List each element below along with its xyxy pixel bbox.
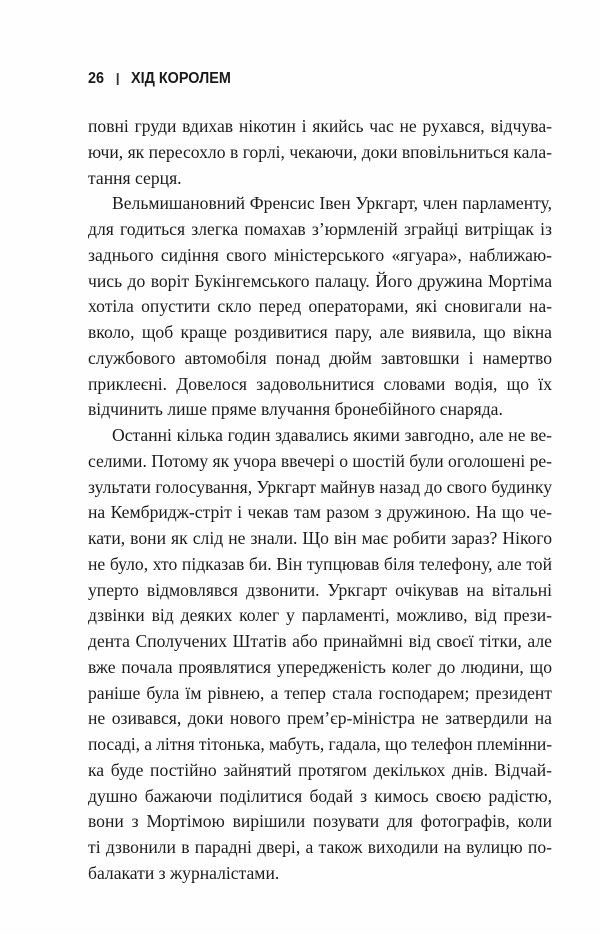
- text-line: зультати голосування, Уркгарт майнув назад до свого будинку: [88, 476, 552, 497]
- paragraph: [88, 191, 552, 423]
- text-line: приклеєні. Довелося задовольнитися словами водія, що їх: [88, 373, 552, 394]
- text-line: посаді, а літня тітонька, мабуть, гадала, що телефон племінни-: [88, 734, 552, 754]
- text-line: повні груди вдихав нікотин і якийсь час не рухався, відчува-: [88, 116, 552, 136]
- text-line: службового автомобіля понад дюйм завтовшки і намертво: [88, 347, 552, 368]
- book-title: ХІД КОРОЛЕМ: [131, 70, 231, 87]
- text-line: для годиться злегка помахав з’юрмленій зграйці витріщак із: [88, 219, 552, 239]
- text-line: Останні кілька годин здавались якими завгодно, але не ве-: [112, 425, 552, 445]
- running-header: [88, 70, 231, 88]
- text-line: ючи, як пересохло в горлі, чекаючи, доки вповільниться кала-: [88, 141, 552, 162]
- paragraph: [88, 114, 552, 191]
- text-line: на Кембридж-стріт і чекав там разом з дружиною. На що че-: [88, 502, 552, 523]
- text-line: вже почала проявлятися упередженість колег до людини, що: [88, 656, 552, 677]
- text-line: селими. Потому як учора ввечері о шостій були оголошені ре-: [88, 450, 552, 471]
- text-line: не озивався, доки нового прем’єр-міністра не затвердили на: [88, 708, 552, 729]
- text-line: ті дзвонили в парадні двері, а також виходили на вулицю по-: [88, 837, 552, 857]
- text-line: ка буде постійно зайнятий протягом декількох днів. Відчай-: [88, 759, 552, 780]
- text-line: хотіла опустити скло перед операторами, які сновигали на-: [88, 296, 552, 317]
- paragraph: [88, 423, 552, 887]
- text-line: раніше була їм рівнею, а тепер стала господарем; президент: [88, 682, 552, 703]
- text-line: душно бажаючи поділитися бодай з кимось своєю радістю,: [88, 785, 552, 806]
- text-line: не було, хто підказав би. Він тупцював біля телефону, але той: [88, 553, 552, 574]
- text-line: вони з Мортімою вирішили позувати для фотографів, коли: [88, 811, 552, 832]
- text-line: балакати з журналістами.: [88, 862, 280, 883]
- text-line: заднього сидіння свого міністерського «ягуара», наближаю-: [88, 244, 552, 265]
- body-text: [88, 114, 552, 887]
- text-line: кати, вони як слід не знали. Що він має робити зараз? Нікого: [88, 528, 552, 548]
- text-line: вколо, щоб краще роздивитися пару, але виявила, що вікна: [88, 322, 552, 342]
- text-line: дзвінки від деяких колег у парламенті, можливо, від прези-: [88, 605, 552, 626]
- text-line: дента Сполучених Штатів або принаймні від своєї тітки, але: [88, 631, 552, 651]
- page-number: 26: [88, 70, 105, 87]
- text-line: чись до воріт Букінгемського палацу. Його дружина Мортіма: [88, 270, 552, 291]
- header-separator: [117, 73, 119, 85]
- text-line: Вельмишановний Френсис Івен Уркгарт, член парламенту,: [112, 193, 552, 214]
- text-line: відчинить лише пряме влучання бронебійного снаряда.: [88, 399, 503, 420]
- text-line: тання серця.: [88, 167, 182, 188]
- text-line: уперто відмовлявся дзвонити. Уркгарт очікував на вітальні: [88, 579, 552, 600]
